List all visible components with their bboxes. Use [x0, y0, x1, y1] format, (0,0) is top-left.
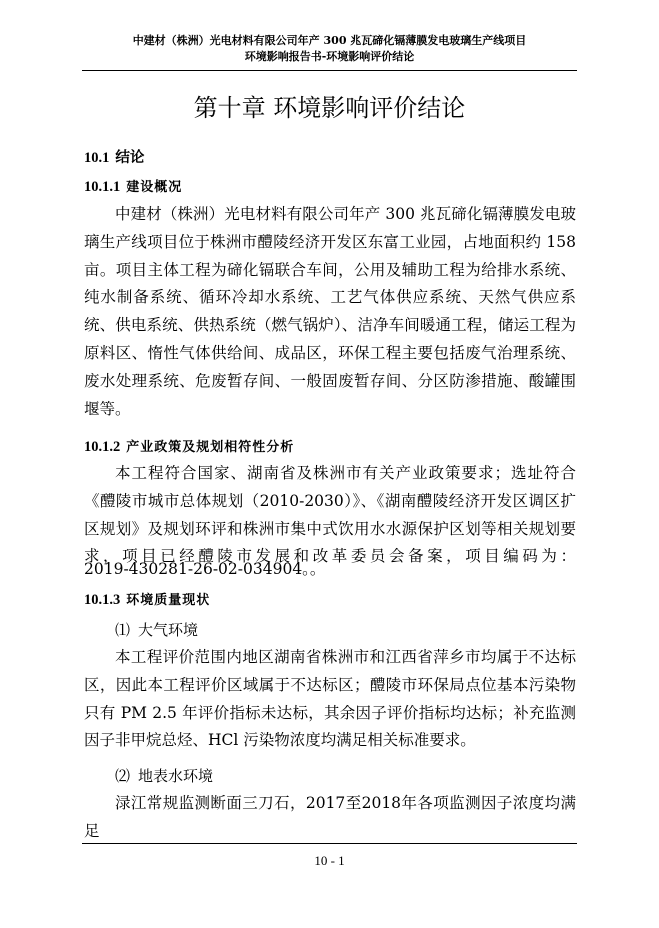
header-line-2: 环境影响报告书-环境影响评价结论	[244, 50, 415, 63]
section-title: 环境质量现状	[126, 593, 211, 608]
section-title: 结论	[115, 149, 145, 166]
paragraph-policy-compliance: 本工程符合国家、湖南省及株洲市有关产业政策要求；选址符合《醴陵市城市总体规划（2010-2030）》、《湖南醴陵经济开发区调区扩区规划》及规划环评和株洲市集中式饮用水水源保护区划等相关规划要求，项目已经醴陵市发展和改革委员会备案，项目编码为：	[84, 464, 576, 566]
section-number: 10.1.3	[84, 592, 121, 608]
item-surface-water-environment	[115, 766, 213, 786]
section-title: 产业政策及规划相符性分析	[126, 440, 295, 455]
section-heading-10-1	[84, 148, 144, 168]
paragraph-surface-water: 渌江常规监测断面三刀石，2017至2018年各项监测因子浓度均满足	[84, 794, 576, 840]
section-number: 10.1.2	[84, 439, 121, 455]
item-marker: ⑵	[115, 767, 131, 785]
paragraph-construction-overview: 中建材（株洲）光电材料有限公司年产 300 兆瓦碲化镉薄膜发电玻璃生产线项目位于株洲市醴陵经济开发区东富工业园，占地面积约 158 亩。项目主体工程为碲化镉联合车间，公用及辅助工程为给排水系统、纯水制备系统、循环冷却水系统、工艺气体供应系统、天然气供应系统、供电系统、供热系统（燃气锅炉）、洁净车间暖通工程，储运工程为原料区、惰性气体供给间、成品区，环保工程主要包括废气治理系统、废水处理系统、危废暂存间、一般固废暂存间、分区防渗措施、酸罐围堰等。	[84, 205, 576, 418]
item-label: 大气环境	[138, 621, 199, 639]
paragraph-air-quality: 本工程评价范围内地区湖南省株洲市和江西省萍乡市均属于不达标区，因此本工程评价区域属于不达标区；醴陵市环保局点位基本污染物只有 PM 2.5 年评价指标未达标，其余因子评价指标均达标；补充监测因子非甲烷总烃、HCl 污染物浓度均满足相关标准要求。	[84, 648, 576, 750]
section-title: 建设概况	[126, 180, 183, 195]
header-line-1: 中建材（株洲）光电材料有限公司年产 300 兆瓦碲化镉薄膜发电玻璃生产线项目	[132, 34, 527, 47]
running-header	[0, 33, 659, 65]
section-number: 10.1	[84, 150, 110, 166]
section-number: 10.1.1	[84, 179, 121, 195]
page-number: 10 - 1	[314, 853, 345, 868]
item-marker: ⑴	[115, 621, 131, 639]
section-heading-10-1-3	[84, 590, 210, 611]
section-heading-10-1-1	[84, 177, 182, 198]
paragraph-project-code: 2019-430281-26-02-034904。。	[84, 560, 326, 578]
item-atmospheric-environment	[115, 620, 198, 640]
section-heading-10-1-2	[84, 437, 294, 458]
chapter-title: 第十章 环境影响评价结论	[193, 94, 466, 122]
footer-rule	[82, 843, 577, 844]
item-label: 地表水环境	[138, 767, 214, 785]
header-rule	[82, 70, 577, 71]
